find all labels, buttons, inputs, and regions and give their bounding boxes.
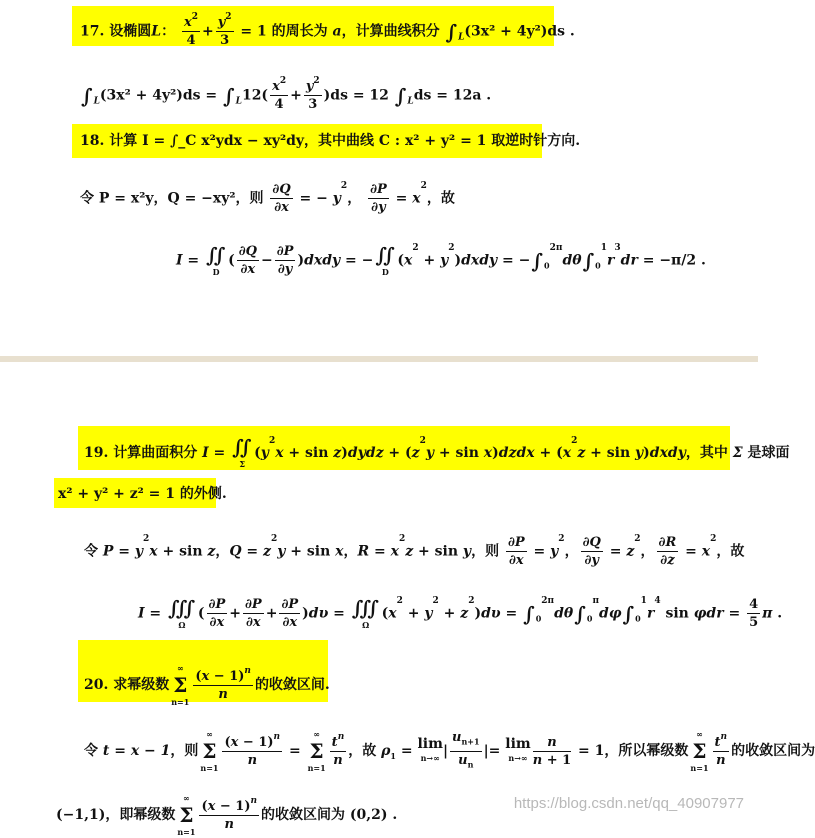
problem-17-solution: $\int_L(3x^2 + 4y^2)ds = \int_L12$( $\frac{x^2}{4}$ + $\frac{y^2}{3}$ )ds = 12 $\int_Lds = 12a$ . [81, 76, 492, 112]
problem-17-statement: 17. 设椭圆L： $\frac{x^2}{4}$ + $\frac{y^2}{3}$ = 1 的周长为 a，计算曲线积分 $\int_L(3x^2 + 4y^2)ds$ . [80, 12, 575, 48]
problem-19-statement-cont: x² + y² + z² = 1 的外侧. [58, 486, 227, 502]
watermark: https://blog.csdn.net/qq_40907977 [513, 795, 744, 812]
problem-20-solution-line1: 令 t = x − 1，则 ∞ Σ n=1 $\frac{(x - 1)^n}{n}$ = ∞ Σ n=1 $\frac{t^n}{n}$ ，故 $\rho_1 = \lim$ n→∞ | $\frac{u_{n+1}}{u_n}$ |= lim n→∞ $\frac{n}{n + 1}$ = 1，所以幂级数 ∞ Σ n=1 $\frac{t^n}{n}$ 的收敛区间为 [84, 729, 815, 773]
problem-18-solution-line2: I = ∬ D ( $\frac{\partial Q}{\partial x}$ − $\frac{\partial P}{\partial y}$ )dxdy = − ∬ D ($x^2$ + $y^2)dxdy = -\int_0^{2\pi}d\theta\int_0^1r^3dr = -\pi/2$ . [176, 242, 706, 277]
problem-20-statement: 20. 求幂级数 ∞ Σ n=1 $\frac{(x - 1)^n}{n}$ 的收敛区间. [84, 663, 330, 707]
problem-19-statement: 19. 计算曲面积分 I = ∬ Σ ($y^2x + \sin$ z)dydz + ($z^2y + \sin$ x)dzdx + ($x^2z + \sin$ y)dxdy，其中 Σ 是球面 [84, 435, 790, 469]
page-separator [0, 356, 758, 362]
problem-18-solution-line1: 令 P = x²y，Q = −xy²，则 $\frac{\partial Q}{\partial x}$ = − $y^2$， $\frac{\partial P}{\partial y}$ = $x^2$，故 [80, 181, 455, 215]
problem-18-statement: 18. 计算 I = ∫_C x²ydx − xy²dy，其中曲线 C : x² + y² = 1 取逆时针方向. [80, 133, 581, 149]
problem-20-solution-line2: (−1,1)，即幂级数 ∞ Σ n=1 $\frac{(x - 1)^n}{n}$ 的收敛区间为 (0,2) . [56, 793, 398, 837]
problem-19-solution-line2: I = ∭ Ω ( $\frac{\partial P}{\partial x}$ + $\frac{\partial P}{\partial x}$ + $\frac{\partial P}{\partial x}$ )dυ = ∭ Ω $(x^2 + y^2 + z^2)d\upsilon = \int_0^{2\pi}d\theta\int_0^\pi d\varphi\int_0^1r^4$ sin φdr = $\frac{4}{5}$ π . [138, 595, 783, 630]
problem-19-solution-line1: 令 $P = y^2x + \sin z$，$Q = z^2y + \sin x$，$R = x^2z + \sin y$，则 $\frac{\partial P}{\partial x}$ = $y^2$， $\frac{\partial Q}{\partial y}$ = $z^2$， $\frac{\partial R}{\partial z}$ = $x^2$，故 [84, 534, 745, 568]
